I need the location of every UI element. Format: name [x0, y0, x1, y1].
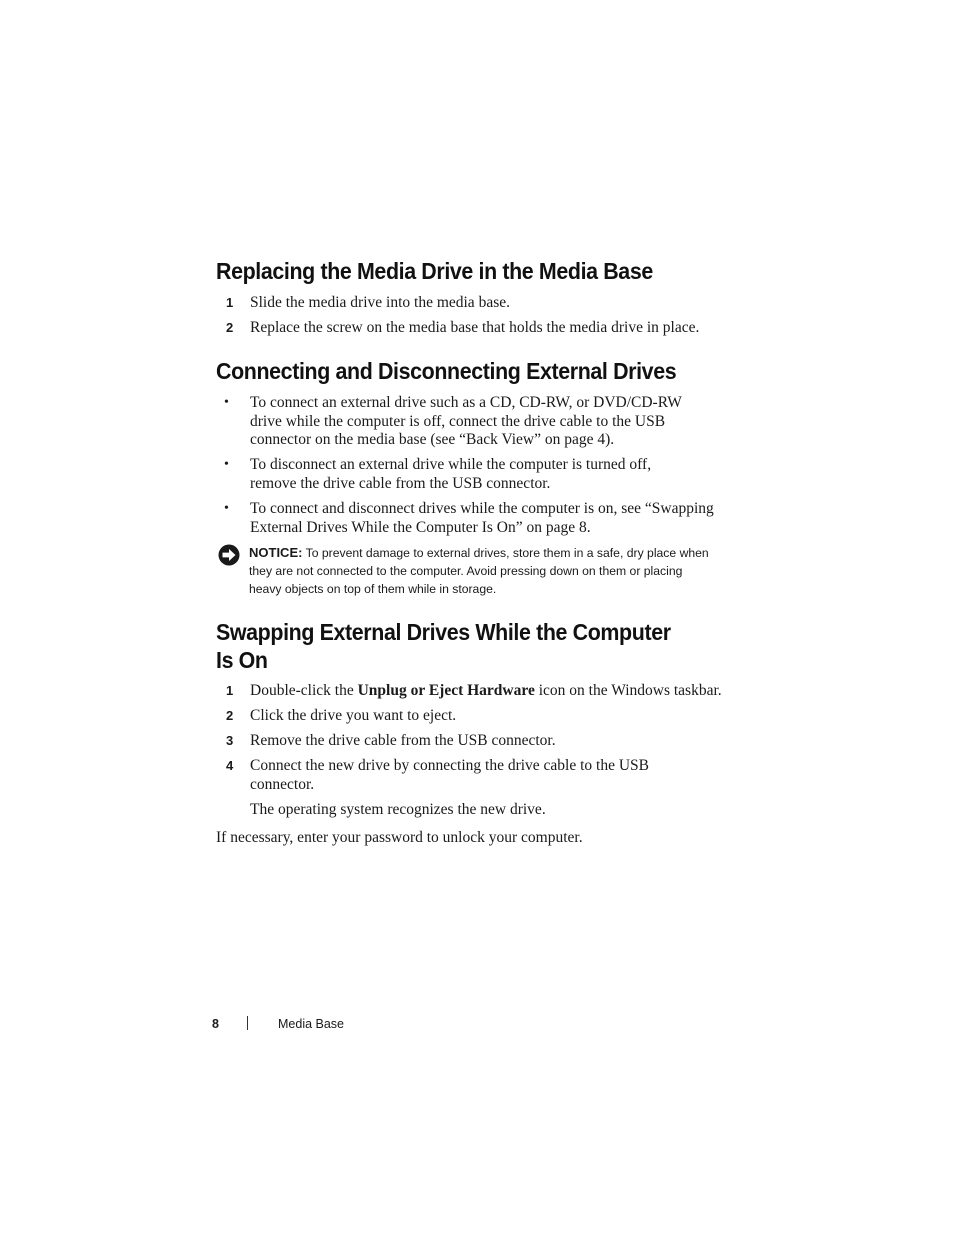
list-item — [216, 500, 726, 537]
heading-swapping-external-drives — [216, 618, 671, 674]
notice-arrow-icon — [218, 544, 240, 566]
step-text-suffix: icon on the Windows taskbar. — [534, 682, 722, 699]
step-number: 2 — [226, 708, 234, 723]
step-text: Slide the media drive into the media base. — [250, 294, 510, 311]
bullet-text: To connect an external drive such as a CD, CD-RW, or DVD/CD-RW drive while the computer is off, connect the drive cable to the USB connector on the media base (see “Back View” on page 4). — [250, 394, 682, 448]
notice-box — [216, 544, 716, 598]
heading-line-1: Swapping External Drives While the Computer — [216, 619, 671, 645]
notice-body: To prevent damage to external drives, store them in a safe, dry place when they are not connected to the computer. Avoid pressing down on them or placing heavy objects on top of them while in storage. — [249, 546, 709, 596]
step-number: 4 — [226, 758, 234, 773]
step-text: Click the drive you want to eject. — [250, 707, 457, 724]
heading-connecting-external-drives: Connecting and Disconnecting External Drives — [216, 358, 677, 384]
footer-divider — [247, 1016, 248, 1030]
closing-paragraph: If necessary, enter your password to unlock your computer. — [216, 829, 583, 846]
list-item — [216, 682, 726, 701]
step-text: Connect the new drive by connecting the drive cable to the USB connector. — [250, 757, 650, 793]
footer-title: Media Base — [278, 1017, 345, 1031]
list-item — [216, 394, 726, 450]
list-item — [216, 757, 726, 794]
step-text-ui-name: Unplug or Eject Hardware — [357, 682, 535, 699]
bullet-text: To disconnect an external drive while the computer is turned off, remove the drive cable from the USB connector. — [250, 456, 652, 492]
step-number: 3 — [226, 733, 234, 748]
notice-text-block — [249, 544, 716, 598]
bullet-marker: • — [224, 501, 229, 516]
bullet-marker: • — [224, 395, 229, 410]
list-item — [216, 294, 726, 313]
bullet-marker: • — [224, 457, 229, 472]
list-item — [216, 456, 726, 493]
step-result-text: The operating system recognizes the new drive. — [250, 801, 546, 818]
bullet-text: To connect and disconnect drives while the computer is on, see “Swapping External Drives While the Computer Is On” on page 8. — [250, 500, 714, 536]
notice-label: NOTICE: — [249, 545, 303, 560]
step-number: 1 — [226, 683, 234, 698]
list-item — [216, 732, 726, 751]
step-text-prefix: Double-click the — [250, 682, 358, 699]
heading-replacing-media-drive: Replacing the Media Drive in the Media Base — [216, 258, 653, 284]
list-item — [216, 319, 726, 338]
step-number: 2 — [226, 320, 234, 335]
step-text: Replace the screw on the media base that holds the media drive in place. — [250, 319, 700, 336]
heading-line-2: Is On — [216, 647, 268, 673]
list-item — [216, 707, 726, 726]
step-number: 1 — [226, 295, 234, 310]
step-text — [250, 682, 726, 701]
page-number: 8 — [212, 1017, 219, 1031]
step-text: Remove the drive cable from the USB connector. — [250, 732, 556, 749]
